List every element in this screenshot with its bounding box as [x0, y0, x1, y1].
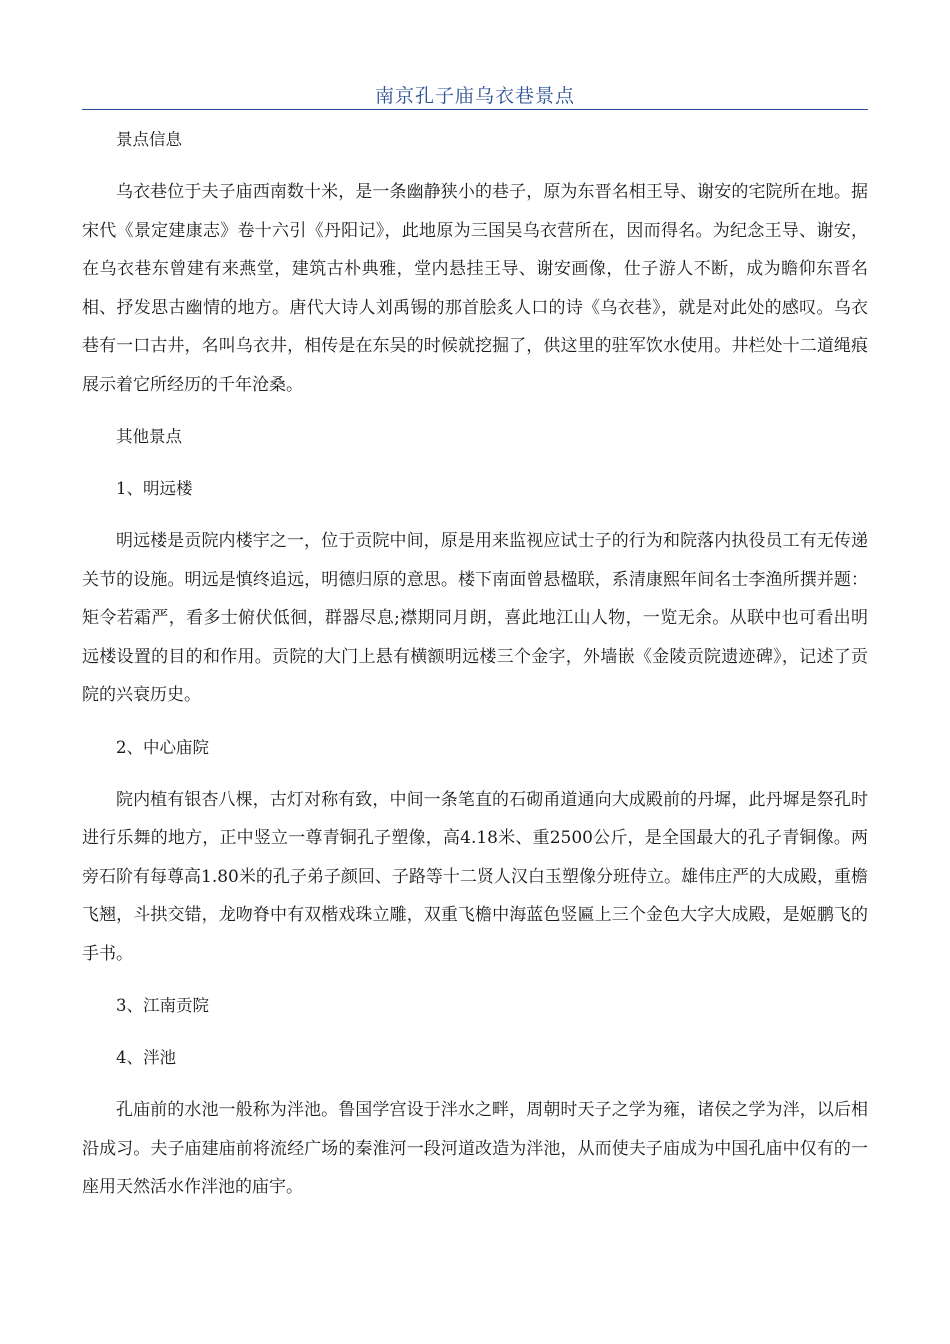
page-title: 南京孔子庙乌衣巷景点 — [374, 85, 575, 107]
title-divider — [82, 109, 868, 110]
paragraph-pan-pond: 孔庙前的水池一般称为泮池。鲁国学宫设于泮水之畔，周朝时天子之学为雍，诸侯之学为泮，以后相沿成习。夫子庙建庙前将流经广场的秦淮河一段河道改造为泮池，从而使夫子庙成为中国孔庙中仅有的一座用天然活水作泮池的庙宇。 — [82, 1100, 868, 1197]
spacer — [82, 456, 868, 470]
spacer — [82, 1025, 868, 1039]
spacer — [82, 1077, 868, 1091]
spacer — [82, 404, 868, 418]
spacer — [82, 715, 868, 729]
spacer — [82, 973, 868, 987]
section-heading-other: 其他景点 — [116, 427, 182, 446]
spacer — [82, 159, 868, 173]
spacer — [82, 767, 868, 781]
item-heading-jiangnan-examination-hall: 3、江南贡院 — [116, 996, 209, 1015]
item-heading-mingyuan-tower: 1、明远楼 — [116, 479, 193, 498]
document-body — [82, 121, 868, 1207]
section-heading-scenic-info: 景点信息 — [116, 130, 182, 149]
paragraph-scenic-info: 乌衣巷位于夫子庙西南数十米，是一条幽静狭小的巷子，原为东晋名相王导、谢安的宅院所在地。据宋代《景定建康志》卷十六引《丹阳记》，此地原为三国吴乌衣营所在，因而得名。为纪念王导、谢安，在乌衣巷东曾建有来燕堂，建筑古朴典雅，堂内悬挂王导、谢安画像，仕子游人不断，成为瞻仰东晋名相、抒发思古幽情的地方。唐代大诗人刘禹锡的那首脍炙人口的诗《乌衣巷》，就是对此处的感叹。乌衣巷有一口古井，名叫乌衣井，相传是在东吴的时候就挖掘了，供这里的驻军饮水使用。井栏处十二道绳痕展示着它所经历的千年沧桑。 — [82, 182, 868, 395]
paragraph-mingyuan-tower: 明远楼是贡院内楼宇之一，位于贡院中间，原是用来监视应试士子的行为和院落内执役员工有无传递关节的设施。明远是慎终追远，明德归原的意思。楼下南面曾悬楹联，系清康熙年间名士李渔所撰并题：矩令若霜严，看多士俯伏低徊，群器尽息;襟期同月朗，喜此地江山人物，一览无余。从联中也可看出明远楼设置的目的和作用。贡院的大门上悬有横额明远楼三个金字，外墙嵌《金陵贡院遗迹碑》，记述了贡院的兴衰历史。 — [82, 531, 868, 705]
item-heading-pan-pond: 4、泮池 — [116, 1048, 176, 1067]
spacer — [82, 508, 868, 522]
item-heading-central-courtyard: 2、中心庙院 — [116, 737, 209, 757]
paragraph-central-courtyard: 院内植有银杏八棵，古灯对称有致，中间一条笔直的石砌甬道通向大成殿前的丹墀，此丹墀是祭孔时进行乐舞的地方，正中竖立一尊青铜孔子塑像，高4.18米、重2500公斤，是全国最大的孔子青铜像。两旁石阶有每尊高1.80米的孔子弟子颜回、子路等十二贤人汉白玉塑像分班侍立。雄伟庄严的大成殿，重檐飞翘，斗拱交错，龙吻脊中有双楷戏珠立雕，双重飞檐中海蓝色竖匾上三个金色大字大成殿，是姬鹏飞的手书。 — [82, 789, 868, 964]
